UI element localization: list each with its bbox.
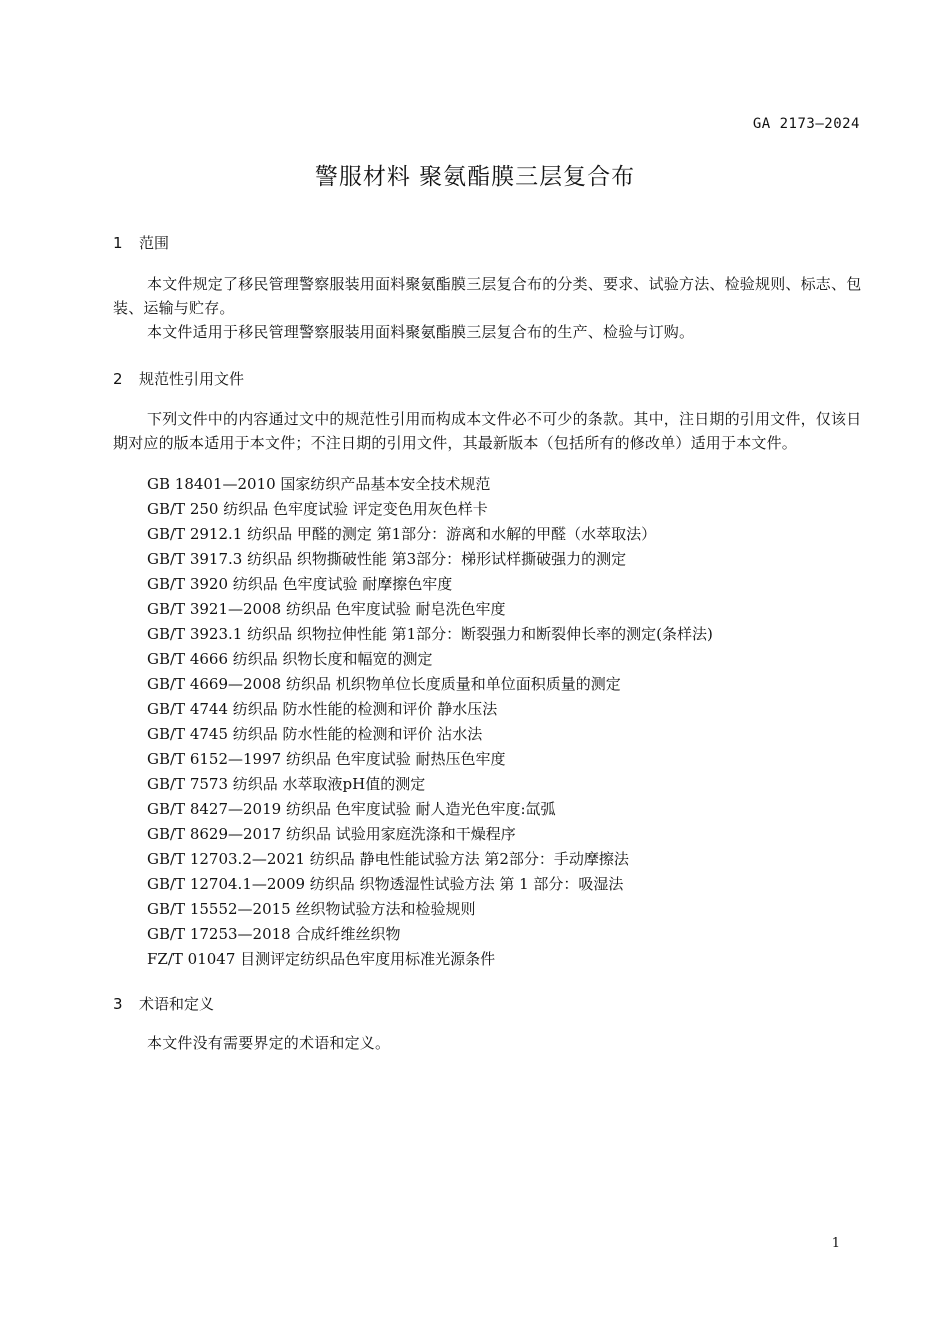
section-2-heading (113, 368, 244, 389)
reference-item: GB/T 4669—2008 纺织品 机织物单位长度质量和单位面积质量的测定 (147, 675, 621, 693)
section-title: 范围 (139, 234, 170, 252)
reference-item: GB/T 15552—2015 丝织物试验方法和检验规则 (147, 900, 476, 918)
reference-item: GB/T 17253—2018 合成纤维丝织物 (147, 925, 401, 943)
section-number: 3 (113, 995, 123, 1013)
reference-item: GB/T 8629—2017 纺织品 试验用家庭洗涤和干燥程序 (147, 825, 516, 843)
reference-item: GB 18401—2010 国家纺织产品基本安全技术规范 (147, 475, 491, 493)
reference-item: GB/T 7573 纺织品 水萃取液pH值的测定 (147, 775, 426, 793)
reference-item: GB/T 2912.1 纺织品 甲醛的测定 第1部分：游离和水解的甲醛（水萃取法） (147, 525, 657, 543)
reference-item: GB/T 4745 纺织品 防水性能的检测和评价 沾水法 (147, 725, 483, 743)
section-number: 1 (113, 234, 123, 252)
reference-item: FZ/T 01047 目测评定纺织品色牢度用标准光源条件 (147, 950, 496, 968)
reference-item: GB/T 3920 纺织品 色牢度试验 耐摩擦色牢度 (147, 575, 453, 593)
reference-item: GB/T 12703.2—2021 纺织品 静电性能试验方法 第2部分：手动摩擦法 (147, 850, 629, 868)
document-title: 警服材料 聚氨酯膜三层复合布 (314, 164, 636, 190)
section-1-heading (113, 232, 169, 253)
reference-item: GB/T 8427—2019 纺织品 色牢度试验 耐人造光色牢度:氙弧 (147, 800, 556, 818)
section-title: 规范性引用文件 (139, 370, 245, 388)
section-title: 术语和定义 (139, 995, 215, 1013)
normative-references-list (147, 472, 713, 972)
reference-item: GB/T 4666 纺织品 织物长度和幅宽的测定 (147, 650, 433, 668)
section-3-heading (113, 993, 214, 1014)
reference-item: GB/T 4744 纺织品 防水性能的检测和评价 静水压法 (147, 700, 498, 718)
reference-item: GB/T 3917.3 纺织品 织物撕破性能 第3部分：梯形试样撕破强力的测定 (147, 550, 627, 568)
document-code: GA 2173—2024 (752, 116, 860, 132)
reference-item: GB/T 250 纺织品 色牢度试验 评定变色用灰色样卡 (147, 500, 488, 518)
section-1-paragraph-1: 本文件规定了移民管理警察服装用面料聚氨酯膜三层复合布的分类、要求、试验方法、检验规则、标志、包装、运输与贮存。 (113, 275, 862, 317)
reference-item: GB/T 6152—1997 纺织品 色牢度试验 耐热压色牢度 (147, 750, 506, 768)
section-2-paragraph-1: 下列文件中的内容通过文中的规范性引用而构成本文件必不可少的条款。其中，注日期的引用文件，仅该日期对应的版本适用于本文件；不注日期的引用文件，其最新版本（包括所有的修改单）适用于本文件。 (113, 410, 862, 452)
section-1-paragraph-2: 本文件适用于移民管理警察服装用面料聚氨酯膜三层复合布的生产、检验与订购。 (147, 323, 695, 341)
reference-item: GB/T 12704.1—2009 纺织品 织物透湿性试验方法 第 1 部分：吸湿法 (147, 875, 624, 893)
section-3-paragraph-1: 本文件没有需要界定的术语和定义。 (147, 1034, 391, 1052)
page-number: 1 (831, 1236, 840, 1251)
reference-item: GB/T 3923.1 纺织品 织物拉伸性能 第1部分：断裂强力和断裂伸长率的测定(条样法) (147, 625, 713, 643)
reference-item: GB/T 3921—2008 纺织品 色牢度试验 耐皂洗色牢度 (147, 600, 506, 618)
section-number: 2 (113, 370, 123, 388)
